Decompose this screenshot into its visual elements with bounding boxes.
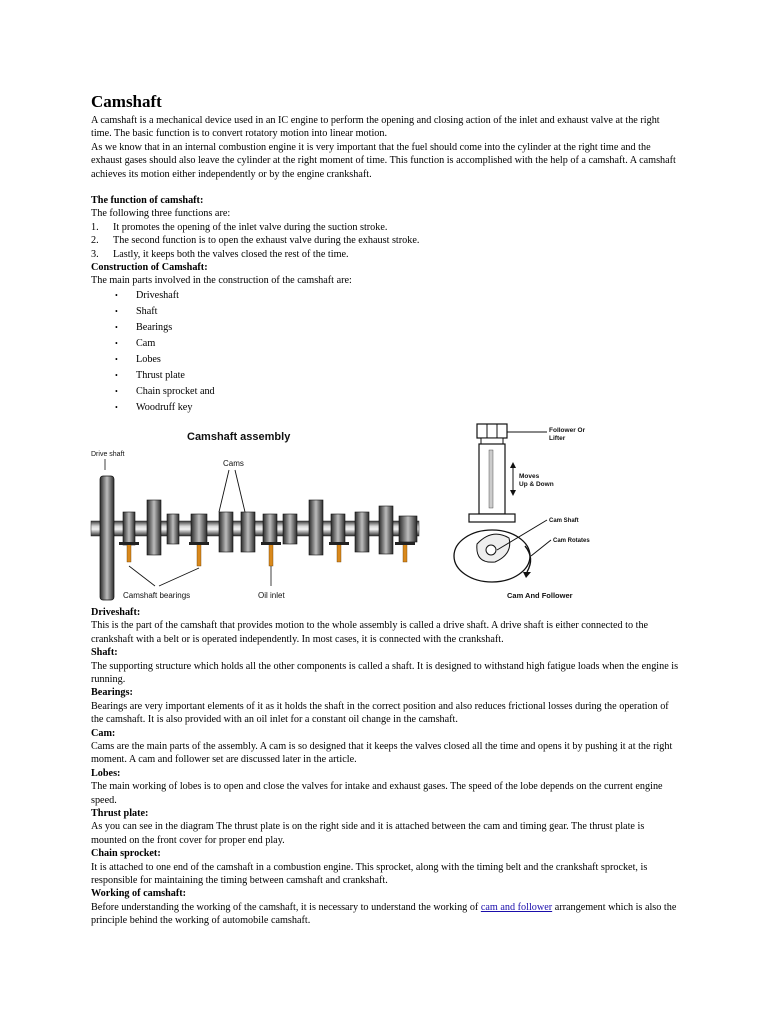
page-title: Camshaft <box>91 92 162 111</box>
section-text: Bearings are very important elements of it as it holds the shaft in the correct position and also reduces frictional losses during the operation of the camshaft. It is also provided with an oil inlet for a constant oil change in the camshaft. <box>91 700 669 726</box>
follower-label: Follower Or <box>549 426 586 434</box>
working-text-before: Before understanding the working of the camshaft, it is necessary to understand the working of <box>91 901 481 913</box>
drive-shaft-label: Drive shaft <box>91 450 125 458</box>
function-list <box>91 221 681 261</box>
list-item <box>91 352 681 368</box>
list-item <box>91 234 681 247</box>
camshaft-assembly-diagram <box>83 420 423 606</box>
list-text: Chain sprocket and <box>136 385 215 397</box>
document-page <box>91 92 681 928</box>
list-text: Cam <box>136 337 156 349</box>
function-heading: The function of camshaft: <box>91 195 204 207</box>
list-item <box>91 320 681 336</box>
list-text: Bearings <box>136 321 173 333</box>
cam-follower-diagram <box>447 416 617 606</box>
section-text: It is attached to one end of the camshaft in a combustion engine. This sprocket, along with the timing belt and the crankshaft sprocket, is responsible for maintaining the timing between camshaft and crankshaft. <box>91 861 648 886</box>
cam-rotates-label: Cam Rotates <box>553 537 590 544</box>
working-text <box>91 901 681 928</box>
bullet-icon: • <box>115 354 118 364</box>
camshaft-bearings-label: Camshaft bearings <box>123 590 191 600</box>
assembly-title: Camshaft assembly <box>187 430 291 443</box>
list-text: The second function is to open the exhaust valve during the exhaust stroke. <box>113 235 420 247</box>
bullet-icon: • <box>115 290 118 300</box>
section-text: This is the part of the camshaft that provides motion to the whole assembly is called a drive shaft. A drive shaft is either connected to the crankshaft with a belt or is operated independently. In most cases, it is connected with the crankshaft. <box>91 620 649 645</box>
section-heading: Lobes: <box>91 767 121 779</box>
intro-paragraph: A camshaft is a mechanical device used in an IC engine to perform the opening and closing action of the inlet and exhaust valve at the right time. The basic function is to convert rotatory motion into linear motion. <box>91 115 660 140</box>
section-text: Cams are the main parts of the assembly. A cam is so designed that it keeps the valves closed all the time and opens it by pushing it at the right moment. A cam and follower set are discussed later in the article. <box>91 740 673 766</box>
list-item <box>91 288 681 304</box>
moves-label: Moves <box>519 472 540 480</box>
intro-paragraph: As we know that in an internal combustion engine it is very important that the fuel should come into the cylinder at the right time and the exhaust gases should also leave the cylinder at the right moment of time. This function is accomplished with the help of a camshaft. A camshaft achieves its motion either independently or by the engine crankshaft. <box>91 141 676 180</box>
function-lead: The following three functions are: <box>91 208 231 220</box>
bullet-icon: • <box>115 338 118 348</box>
construction-lead: The main parts involved in the construction of the camshaft are: <box>91 275 352 287</box>
list-text: Thrust plate <box>136 369 185 381</box>
list-number: 2. <box>91 235 99 247</box>
list-text: Driveshaft <box>136 289 179 301</box>
bullet-icon: • <box>115 386 118 396</box>
cam-shaft-label: Cam Shaft <box>549 517 579 524</box>
section-heading: Thrust plate: <box>91 807 149 819</box>
figure-caption: Cam And Follower <box>507 590 573 600</box>
figures-row <box>83 420 681 606</box>
construction-heading: Construction of Camshaft: <box>91 262 208 274</box>
list-number: 3. <box>91 248 99 260</box>
list-item <box>91 248 681 261</box>
section-text: As you can see in the diagram The thrust plate is on the right side and it is attached between the cam and timing gear. The thrust plate is mounted on the front cover for proper end play. <box>91 821 645 846</box>
parts-list <box>91 288 681 416</box>
bullet-icon: • <box>115 402 118 412</box>
section-heading: Bearings: <box>91 687 133 699</box>
list-text: Woodruff key <box>136 401 193 413</box>
section-heading: Driveshaft: <box>91 606 141 618</box>
section-heading: Shaft: <box>91 647 118 659</box>
lifter-label: Lifter <box>549 434 566 442</box>
section-text: The supporting structure which holds all the other components is called a shaft. It is designed to withstand high fatigue loads when the engine is running. <box>91 660 679 685</box>
sections <box>91 606 681 928</box>
list-text: It promotes the opening of the inlet valve during the suction stroke. <box>113 221 388 233</box>
list-item <box>91 304 681 320</box>
list-item <box>91 368 681 384</box>
list-text: Lastly, it keeps both the valves closed the rest of the time. <box>113 248 349 260</box>
bullet-icon: • <box>115 370 118 380</box>
list-item <box>91 336 681 352</box>
section-heading: Cam: <box>91 727 116 739</box>
working-text-after: arrangement which is also the principle behind the working of automobile camshaft. <box>91 901 677 927</box>
section-text: The main working of lobes is to open and close the valves for intake and exhaust gases. The speed of the lobe depends on the current engine speed. <box>91 781 663 806</box>
moves-label-2: Up & Down <box>519 480 554 488</box>
list-item <box>91 384 681 400</box>
list-text: Shaft <box>136 305 158 317</box>
bullet-icon: • <box>115 306 118 316</box>
oil-inlet-label: Oil inlet <box>258 590 285 600</box>
cam-and-follower-link[interactable]: cam and follower <box>480 901 553 913</box>
list-item <box>91 400 681 416</box>
cams-label: Cams <box>223 458 244 468</box>
section-heading: Chain sprocket: <box>91 848 161 860</box>
list-text: Lobes <box>136 353 161 365</box>
list-number: 1. <box>91 221 99 233</box>
bullet-icon: • <box>115 322 118 332</box>
list-item <box>91 221 681 234</box>
working-heading: Working of camshaft: <box>91 888 187 900</box>
